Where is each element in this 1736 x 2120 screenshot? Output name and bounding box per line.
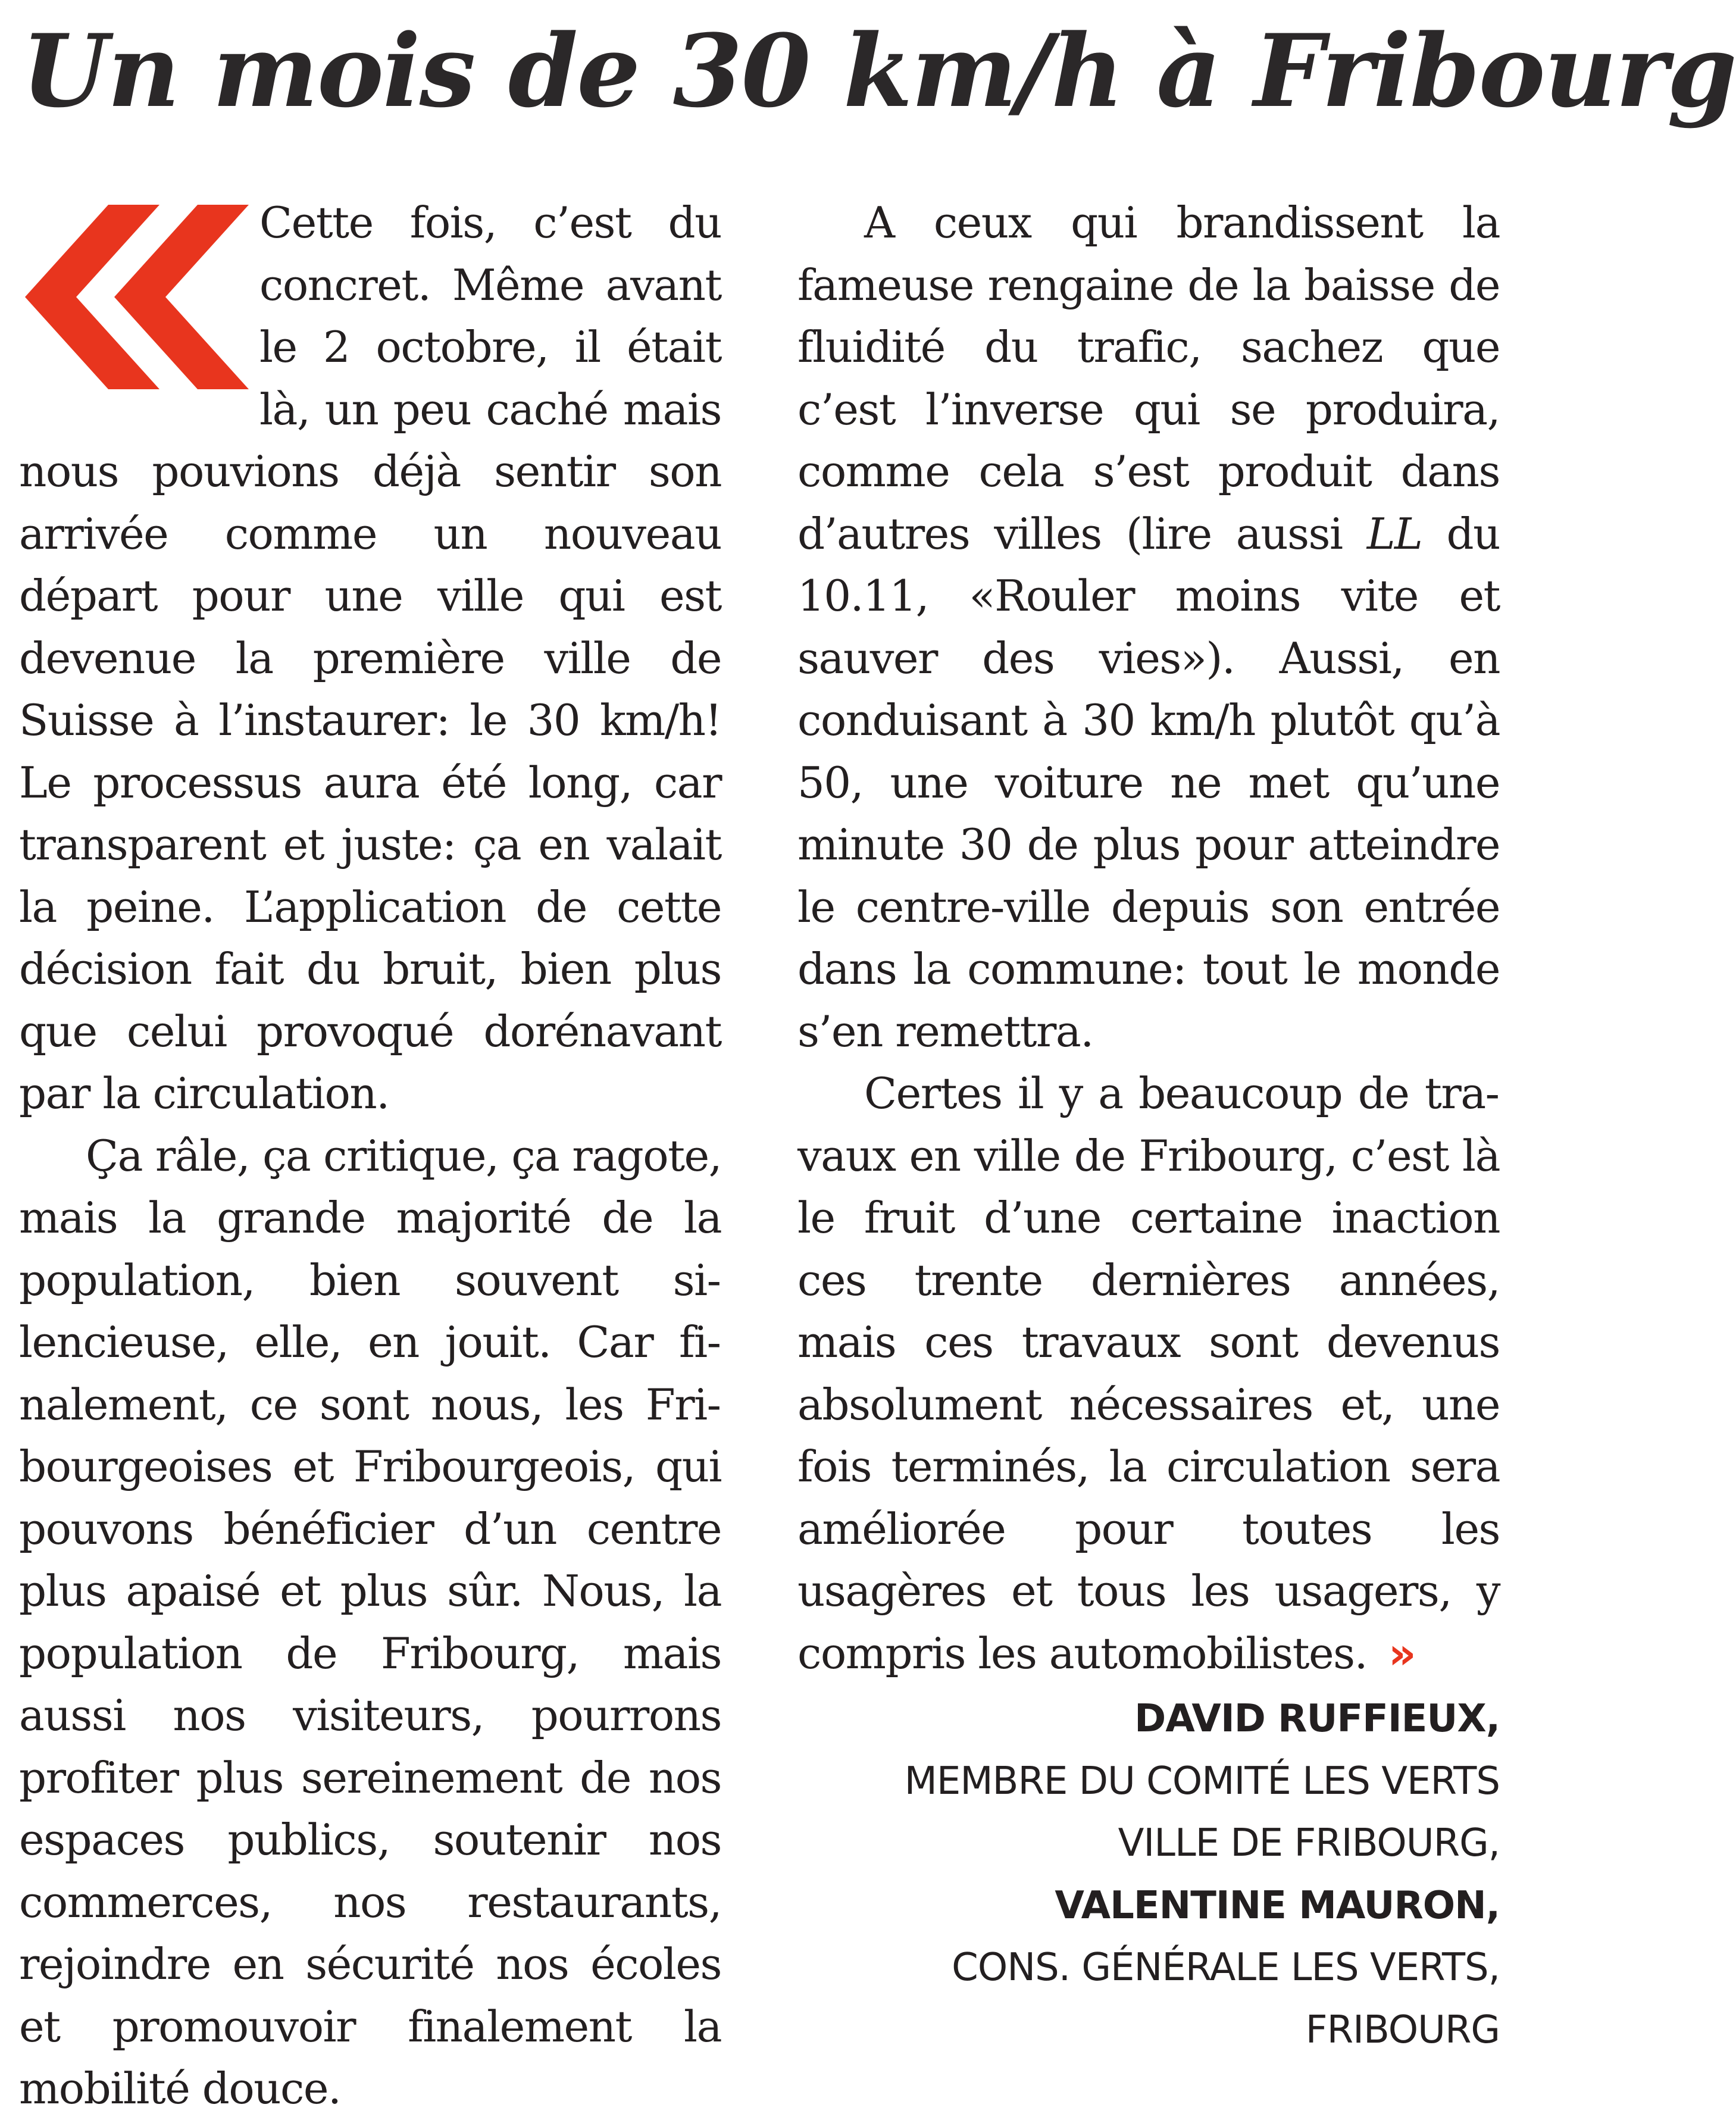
right-paragraph-1-end: du 10.11, «Rouler moins vite et sauver des vies»). Aussi, en conduisant à 30 km/h plutôt qu’à 50, une voiture ne met qu’une minute 30 de plus pour atteindre le centre-ville depuis son entrée dans la commune: tout le monde s’en remettra. xyxy=(797,508,1500,1056)
right-column xyxy=(797,192,1500,2061)
newspaper-abbreviation: LL xyxy=(1366,508,1422,559)
signature-block xyxy=(797,1688,1500,2061)
left-column xyxy=(19,192,721,2120)
right-paragraph-2-text: Certes il y a beaucoup de travaux en ville de Fribourg, c’est là le fruit d’une certaine inaction ces trente dernières années, mais ces travaux sont devenus absolument nécessaires et, une fois terminés, la circulation sera améliorée pour toutes les usagères et tous les usagers, y compris les automobilistes. xyxy=(797,1068,1500,1678)
right-paragraph-1-start: A ceux qui brandissent la fameuse rengaine de la baisse de fluidité du trafic, sachez que c’est l’inverse qui se produira, comme cela s’est produit dans d’autres villes (lire aussi xyxy=(797,198,1500,559)
opening-quote-icon xyxy=(19,205,250,389)
author-2-role-line-2: FRIBOURG xyxy=(1305,2008,1500,2052)
author-2-role-line-1: CONS. GÉNÉRALE LES VERTS, xyxy=(952,1946,1500,1990)
author-2-name: VALENTINE MAURON, xyxy=(1055,1883,1500,1928)
author-1-name: DAVID RUFFIEUX, xyxy=(1134,1697,1500,1741)
left-paragraph-2: Ça râle, ça critique, ça ragote, mais la grande majorité de la population, bien souvent silencieuse, elle, en jouit. Car finalement, ce sont nous, les Fribourgeoises et Fribourgeois, qui pouvons bénéficier d’un centre plus apaisé et plus sûr. Nous, la population de Fribourg, mais aussi nos visiteurs, pourrons profiter plus sereinement de nos espaces publics, soutenir nos commerces, nos restaurants, rejoindre en sécurité nos écoles et promouvoir finalement la mobilité douce. xyxy=(19,1130,721,2113)
left-paragraph-1 xyxy=(19,192,721,1125)
author-1-role-line-2: VILLE DE FRIBOURG, xyxy=(1118,1821,1500,1865)
author-1-role-line-1: MEMBRE DU COMITÉ LES VERTS xyxy=(904,1759,1500,1803)
headline: Un mois de 30 km/h à Fribourg xyxy=(21,12,1736,130)
closing-quote-icon: » xyxy=(1388,1628,1413,1678)
right-paragraph-1 xyxy=(797,192,1500,1062)
left-paragraph-1-text: Cette fois, c’est du concret. Même avant le 2 octobre, il était là, un peu caché mais nous pouvions déjà sentir son arrivée comme un nouveau départ pour une ville qui est devenue la première ville de Suisse à l’instaurer: le 30 km/h! Le processus aura été long, car transparent et juste: ça en valait la peine. L’application de cette décision fait du bruit, bien plus que celui provoqué dorénavant par la circulation. xyxy=(19,198,721,1118)
right-paragraph-2 xyxy=(797,1062,1500,1684)
